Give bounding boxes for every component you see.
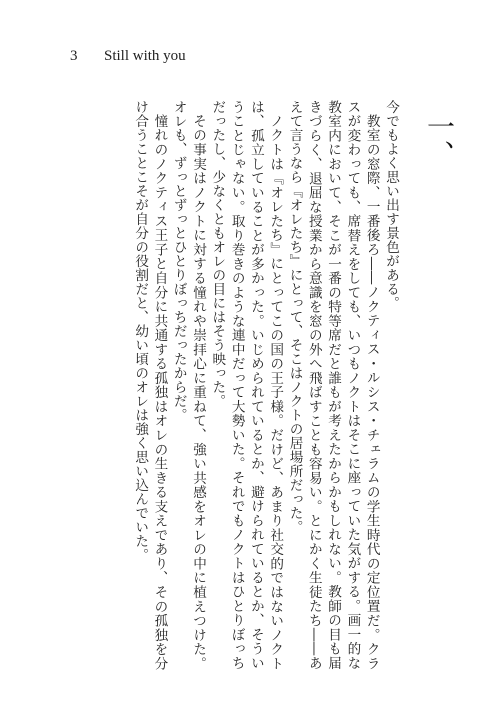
- paragraph: 今でもよく思い出す景色がある。: [383, 100, 399, 310]
- body-text: [60, 100, 400, 670]
- chapter-heading: 一、: [423, 112, 456, 168]
- paragraph: 憧れのノクティス王子と自分に共通する孤独はオレの生きる支えであり、その孤独を分け合うことこそが自分の役割だと、幼い頃のオレは強く思い込んでいた。: [132, 100, 168, 670]
- paragraph: 教室の窓際、一番後ろ――ノクティス・ルシス・チェラムの学生時代の定位置だ。クラスが変わっても、席替えをしても、いつもノクトはそこに座っていた気がする。画一的な教室内において、そこが一番の特等席だと誰もが考えたからかもしれない。教師の目も届きづらく、退屈な授業から意識を窓の外へ飛ばすことも容易い。とにかく生徒たち――あえて言うなら『オレたち』にとって、そこはノクトの居場所だった。: [286, 100, 380, 670]
- page-number: 3: [70, 48, 78, 64]
- running-title: Still with you: [104, 48, 186, 64]
- paragraph: その事実はノクトに対する憧れや崇拝心に重ねて、強い共感をオレの中に植えつけた。オレも、ずっとずっとひとりぼっちだったからだ。: [170, 100, 207, 670]
- paragraph: ノクトは『オレたち』にとってこの国の王子様。だけど、あまり社交的ではないノクトは、孤立していることが多かった。いじめられているとか、避けられているとか、そういうことじゃない。取り巻きのような連中だって大勢いた。それでもノクトはひとりぼっちだったし、少なくともオレの目にはそう映った。: [209, 100, 284, 670]
- running-header: [70, 48, 186, 65]
